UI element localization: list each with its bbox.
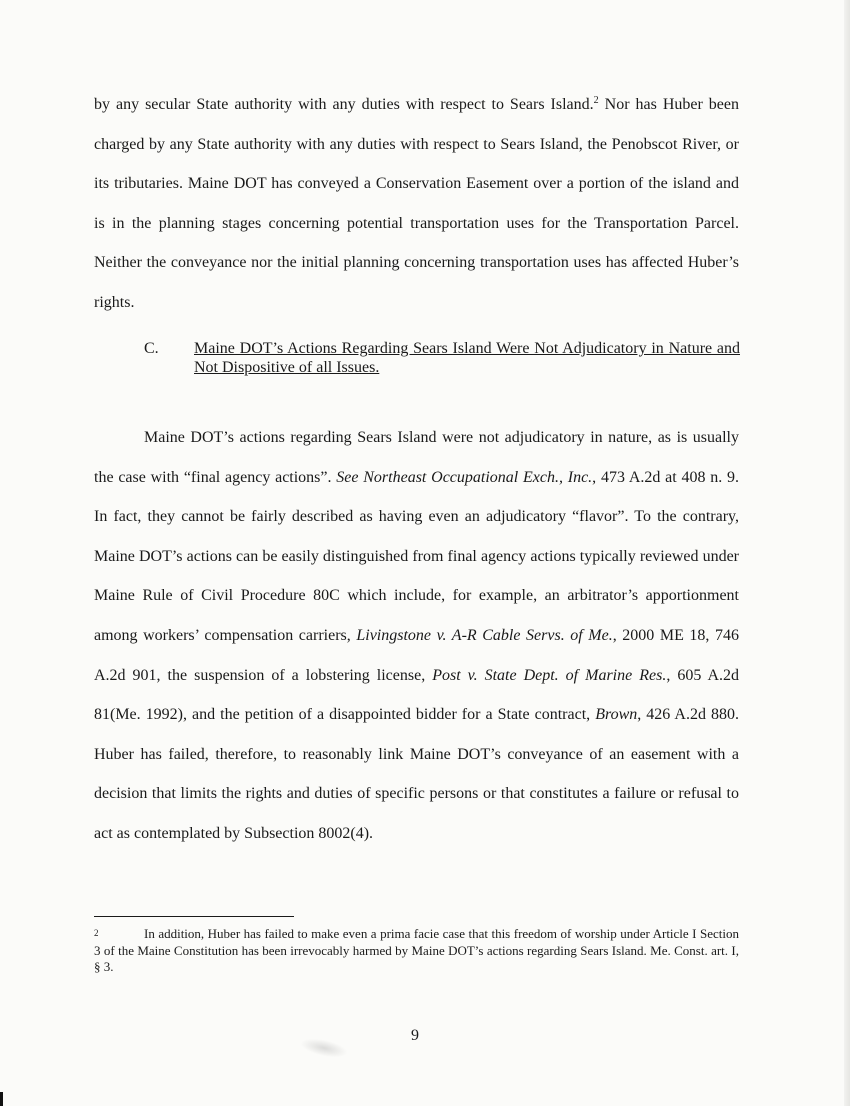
case-citation: Post v. State Dept. of Marine Res. (432, 666, 667, 684)
paragraph2-text-b: , 473 A.2d at 408 n. 9. In fact, they cannot be fairly described as having even an adjudicatory “flavor”. To the contrary, Maine DOT’s actions can be easily distinguished from final agency actions typically reviewed under Maine Rule of Civil Procedure 80C which include, for example, an arbitrator’s apportionment among workers’ compensation carriers, (94, 468, 739, 644)
page-number: 9 (411, 1027, 419, 1044)
footnote-number: 2 (94, 928, 99, 938)
paragraph1-text-b: Nor has Huber been charged by any State authority with any duties with respect to Sears Island, the Penobscot River, or its tributaries. Maine DOT has conveyed a Conservation Easement over a portion of the island and is in the planning stages concerning potential transportation uses for the Transportation Parcel. Neither the conveyance nor the initial planning concerning transportation uses has affected Huber’s rights. (94, 96, 739, 311)
scan-margin-mark (0, 1092, 3, 1106)
section-title: Maine DOT’s Actions Regarding Sears Island Were Not Adjudicatory in Nature and Not Dispositive of all Issues. (194, 340, 740, 376)
paragraph-continued (94, 85, 739, 323)
scan-page-edge (844, 0, 850, 1106)
case-citation: See Northeast Occupational Exch., Inc. (336, 468, 593, 486)
paragraph2-text-a: Maine DOT’s actions regarding Sears Island were not adjudicatory in nature, as is usually the case with “final agency actions”. (94, 429, 739, 486)
case-citation: Brown (595, 706, 638, 724)
paragraph-section-c (94, 418, 739, 854)
paragraph2-text-c: , 2000 ME 18, 746 A.2d 901, the suspension of a lobstering license, (94, 626, 740, 684)
footnote (94, 926, 739, 976)
paragraph2-text-d: , 605 A.2d 81(Me. 1992), and the petition of a disappointed bidder for a State contract, (94, 666, 740, 724)
paragraph2-text-e: , 426 A.2d 880. Huber has failed, therefore, to reasonably link Maine DOT’s conveyance of an easement with a decision that limits the rights and duties of specific persons or that constitutes a failure or refusal to act as contemplated by Subsection 8002(4). (94, 706, 740, 842)
section-heading (144, 339, 740, 377)
footnote-divider (94, 916, 294, 917)
footnote-reference: 2 (593, 95, 599, 106)
case-citation: Livingstone v. A-R Cable Servs. of Me. (356, 626, 613, 644)
scan-smudge (299, 1035, 349, 1061)
footnote-text: In addition, Huber has failed to make even a prima facie case that this freedom of worship under Article I Section 3 of the Maine Constitution has been irrevocably harmed by Maine DOT’s actions regarding Sears Island. Me. Const. art. I, § 3. (94, 926, 739, 974)
section-letter: C. (144, 340, 159, 357)
paragraph1-text-a: by any secular State authority with any duties with respect to Sears Island. (94, 96, 594, 113)
